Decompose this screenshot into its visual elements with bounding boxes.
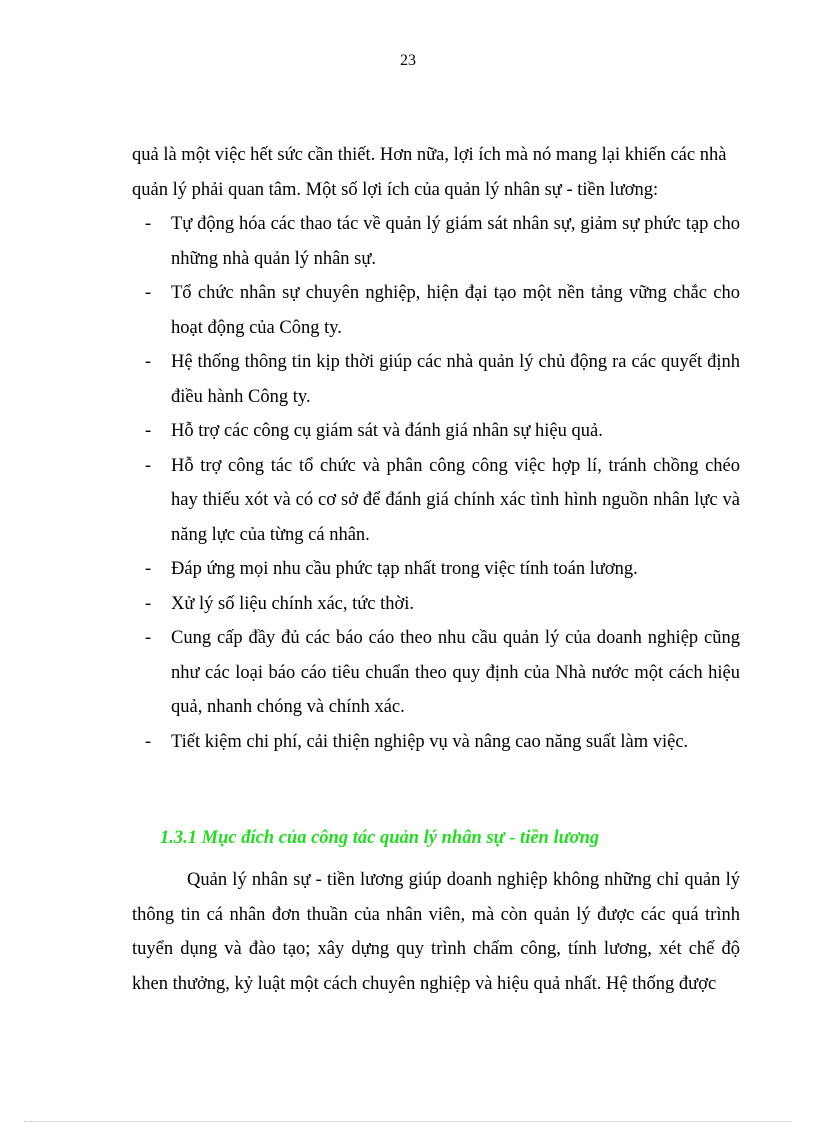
list-item	[132, 725, 740, 760]
list-item-text: Tiết kiệm chi phí, cải thiện nghiệp vụ và nâng cao năng suất làm việc.	[171, 731, 689, 752]
list-item	[132, 621, 740, 725]
bullet-dash: -	[145, 214, 152, 234]
list-item	[132, 587, 740, 622]
bullet-dash: -	[145, 593, 152, 614]
list-item-text: Hỗ trợ công tác tổ chức và phân công công việc hợp lí, tránh chồng chéo hay thiếu xót và có cơ sở để đánh giá chính xác tình hình nguồn nhân lực và năng lực của từng cá nhân.	[171, 455, 740, 545]
list-item-text: Đáp ứng mọi nhu cầu phức tạp nhất trong việc tính toán lương.	[171, 559, 638, 579]
bullet-dash: -	[145, 352, 152, 372]
intro-line-1: quả là một việc hết sức cần thiết. Hơn nữa, lợi ích mà nó mang lại khiến các nhà	[132, 145, 727, 165]
list-item	[132, 276, 740, 345]
list-item	[132, 449, 740, 553]
bullet-dash: -	[145, 421, 152, 441]
list-item-text: Hệ thống thông tin kịp thời giúp các nhà quản lý chủ động ra các quyết định điều hành Công ty.	[171, 352, 740, 407]
list-item	[132, 207, 740, 276]
bullet-dash: -	[145, 628, 152, 648]
section-heading: 1.3.1 Mục đích của công tác quản lý nhân sự - tiền lương	[160, 828, 600, 848]
list-item	[132, 552, 740, 587]
page-bottom-divider	[24, 1121, 792, 1122]
list-item	[132, 414, 740, 449]
section-paragraph: Quản lý nhân sự - tiền lương giúp doanh nghiệp không những chỉ quản lý thông tin cá nhân đơn thuần của nhân viên, mà còn quản lý được các quá trình tuyển dụng và đào tạo; xây dựng quy trình chấm công, tính lương, xét chế độ khen thưởng, kỷ luật một cách chuyên nghiệp và hiệu quả nhất. Hệ thống được	[132, 870, 740, 994]
bullet-dash: -	[145, 455, 152, 476]
list-item-text: Tự động hóa các thao tác về quản lý giám sát nhân sự, giảm sự phức tạp cho những nhà quản lý nhân sự.	[171, 214, 740, 269]
bullet-dash: -	[145, 559, 152, 579]
list-item-text: Hỗ trợ các công cụ giám sát và đánh giá nhân sự hiệu quả.	[171, 421, 603, 441]
intro-paragraph	[132, 138, 740, 207]
bullet-dash: -	[145, 731, 152, 752]
bullet-dash: -	[145, 283, 152, 303]
list-item-text: Tổ chức nhân sự chuyên nghiệp, hiện đại tạo một nền tảng vững chắc cho hoạt động của Công ty.	[171, 283, 740, 338]
document-body	[132, 138, 740, 759]
list-item-text: Xử lý số liệu chính xác, tức thời.	[171, 593, 415, 614]
page-number: 23	[400, 52, 416, 69]
benefits-list	[132, 207, 740, 759]
intro-line-2: quản lý phải quan tâm. Một số lợi ích của quản lý nhân sự - tiền lương:	[132, 179, 659, 200]
list-item-text: Cung cấp đầy đủ các báo cáo theo nhu cầu quản lý của doanh nghiệp cũng như các loại báo cáo tiêu chuẩn theo quy định của Nhà nước một cách hiệu quả, nhanh chóng và chính xác.	[171, 628, 740, 717]
list-item	[132, 345, 740, 414]
